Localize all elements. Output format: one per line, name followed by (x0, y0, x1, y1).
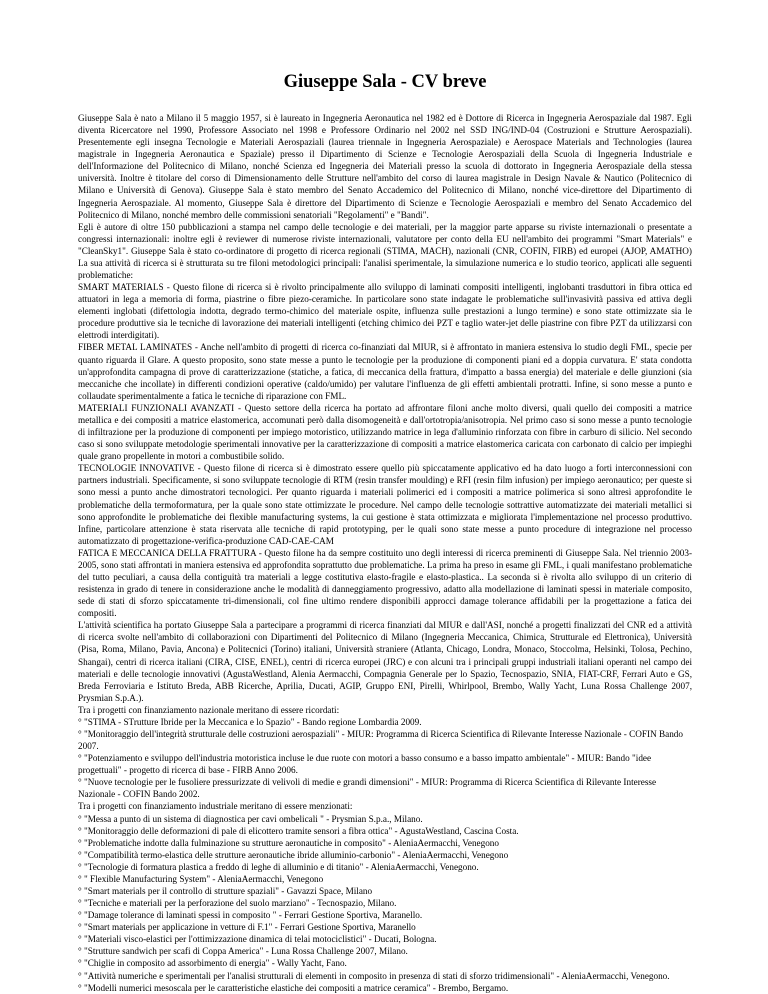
paragraph-smart-materials: SMART MATERIALS - Questo filone di ricerca si è rivolto principalmente allo sviluppo di laminati compositi intelligenti, inglobanti trasduttori in fibra ottica ed attuatori in lega a memoria di forma, piastrine o fibre piezo-ceramiche. In particolare sono state indagate le problematiche sull'invasività passiva ed attiva degli elementi inglobati (difettologia indotta, degrado termo-chimico del materiale ospite, influenza sulle prestazioni a lungo termine) e sono state ottimizzate sia le procedure produttive sia le tecniche di lavorazione dei materiali intelligenti (etching chimico dei PZT e taglio water-jet delle piastrine con fibre PZT da utilizzarsi con elettrodi interdigitati). (78, 282, 692, 341)
list-item: ° "Smart materials per il controllo di strutture spaziali" - Gavazzi Space, Milano (78, 886, 373, 896)
paragraph-fatica-frattura: FATICA E MECCANICA DELLA FRATTURA - Questo filone ha da sempre costituito uno degli interessi di ricerca preminenti di Giuseppe Sala. Nel triennio 2003-2005, sono stati affrontati in maniera estensiva ed approfondita soprattutto due problematiche. La prima ha preso in esame gli FML, i quali manifestano problematiche del tutto peculiari, a causa della contiguità tra materiali a legge costitutiva elasto-fragile e elasto-plastica.. La seconda si è rivolta allo sviluppo di un criterio di resistenza in grado di tenere in considerazione anche le modalità di danneggiamento progressivo, adatto alla modellazione di laminati spessi in materiale composito, sede di stati di sforzo spiccatamente tri-dimensionali, col fine ultimo rendere disponibili approcci damage tolerance affidabili per la progettazione a fatica dei compositi. (78, 547, 692, 619)
list-item: ° "Problematiche indotte dalla fulminazione su strutture aeronautiche in composito" - AleniaAermacchi, Venegono (78, 837, 499, 848)
list-item: ° "Monitoraggio dell'integrità strutturale delle costruzioni aerospaziali" - MIUR: Programma di Ricerca Scientifica di Rilevante Interesse Nazionale - COFIN Bando 2007. (78, 728, 683, 752)
paragraph-tecnologie-innovative: TECNOLOGIE INNOVATIVE - Questo filone di ricerca si è dimostrato essere quello più spiccatamente applicativo ed ha dato luogo a forti interconnessioni con partners industriali. Specificamente, si sono sviluppate tecnologie di RTM (resin transfer moulding) e RFI (resin film infusion) per impiego aeronautico; per queste si sono messi a punto anche dimostratori tecnologici. Per quanto riguarda i materiali polimerici ed i compositi a matrice polimerica si sono altresì approfondite le problematiche della termoformatura, per la quale sono state ottimizzate le procedure. Nel campo delle tecnologie sottrattive automatizzate dei materiali metallici si sono approfondite le problematiche dei flexible manufacturing systems, la cui gestione è stata ottimizzata e migliorata l'implementazione nel processo produttivo. Infine, particolare attenzione è stata riservata alle tecniche di rapid prototyping, per le quali sono state messe a punto procedure di integrazione nel processo automatizzato di progettazione-verifica-produzione CAD-CAE-CAM (78, 463, 692, 546)
list-item: ° "Compatibilità termo-elastica delle strutture aeronautiche ibride alluminio-carbonio" - AleniaAermacchi, Venegono (78, 849, 509, 860)
industrial-projects-list (78, 813, 692, 994)
list-item: ° "Materiali visco-elastici per l'ottimizzazione dinamica di telai motociclistici" - Ducati, Bologna. (78, 934, 437, 945)
national-projects-heading: Tra i progetti con finanziamento nazionale meritano di essere ricordati: (78, 704, 340, 715)
paragraph-materiali-funzionali: MATERIALI FUNZIONALI AVANZATI - Questo settore della ricerca ha portato ad affrontare filoni anche molto diversi, quali quello dei compositi a matrice metallica e dei compositi a matrice elastomerica, accomunati però dalla disomogeneità e dall'ortotropia/anisotropia. Nel primo caso si sono messe a punto tecnologie di infiltrazione per la produzione di componenti per impiego motoristico, utilizzando matrice in lega d'alluminio rinforzata con fibre in carburo di silicio. Nel secondo caso si sono sviluppate metodologie sperimentali innovative per la caratterizzazione di compositi a matrice elastomerica caricata con carbonato di calcio per impieghi quale grano propellente in motori a combustibile solido. (78, 402, 692, 462)
cv-body (78, 112, 692, 994)
list-item: ° "Tecniche e materiali per la perforazione del suolo marziano" - Tecnospazio, Milano. (78, 898, 397, 909)
paragraph-publications: Egli è autore di oltre 150 pubblicazioni a stampa nel campo delle tecnologie e dei materiali, per la maggior parte apparse su riviste internazionali o presentate a congressi internazionali: inoltre egli è reviewer di numerose riviste internazionali, valutatore per conto della EU nell'ambito dei programmi "Smart Materials" e "CleanSky1". Giuseppe Sala è stato co-ordinatore di progetto di ricerca regionali (STIMA, MACH), nazionali (CNR, COFIN, FIRB) ed europei (AJOP, AMATHO) La sua attività di ricerca si è strutturata su tre filoni metodologici principali: l'analisi sperimentale, la simulazione numerica e lo studio teorico, applicati alle seguenti problematiche: (78, 221, 692, 281)
industrial-projects-heading: Tra i progetti con finanziamento industriale meritano di essere menzionati: (78, 801, 353, 812)
list-item: ° "Modelli numerici mesoscala per le caratteristiche elastiche dei compositi a matrice ceramica" - Brembo, Bergamo. (78, 982, 509, 993)
national-projects-list (78, 716, 692, 801)
list-item: ° "STIMA - STrutture Ibride per la Meccanica e lo Spazio" - Bando regione Lombardia 2009. (78, 716, 422, 727)
paragraph-bio: Giuseppe Sala è nato a Milano il 5 maggio 1957, si è laureato in Ingegneria Aeronautica nel 1982 ed è Dottore di Ricerca in Ingegneria Aerospaziale dal 1987. Egli diventa Ricercatore nel 1990, Professore Associato nel 1998 e Professore Ordinario nel 2002 nel SSD ING/IND-04 (Costruzioni e Strutture Aerospaziali). Presentemente egli insegna Tecnologie e Materiali Aerospaziali (laurea triennale in Ingegneria Aerospaziale) e Aerospace Materials and Technologies (laurea magistrale in Ingegneria Aeronautica e Spaziale) presso il Dipartimento di Scienze e Tecnologie Aerospaziali della Scuola di Ingegneria Industriale e dell'Informazione del Politecnico di Milano, nonché Scienza ed Ingegneria dei Materiali presso la scuola di dottorato in Ingegneria Aerospaziale della stessa università. Inoltre è titolare del corso di Dimensionamento delle Strutture nell'ambito del corso di laurea magistrale in Design Navale & Nautico (Politecnico di Milano e Università di Genova). Giuseppe Sala è stato membro del Senato Accademico del Politecnico di Milano, nonché vice-direttore del Dipartimento di Ingegneria Aerospaziale. Al momento, Giuseppe Sala è direttore del Dipartimento di Scienze e Tecnologie Aerospaziali e membro del Senato Accademico del Politecnico di Milano, nonché membro delle commissioni senatoriali "Regolamenti" e "Bandi". (78, 113, 692, 220)
page-title: Giuseppe Sala - CV breve (283, 72, 487, 92)
list-item: ° " Flexible Manufacturing System" - AleniaAermacchi, Venegono (78, 873, 324, 884)
list-item: ° "Smart materials per applicazione in vetture di F.1" - Ferrari Gestione Sportiva, Maranello (78, 922, 416, 933)
list-item: ° "Attività numeriche e sperimentali per l'analisi strutturali di elementi in composito in presenza di stati di sforzo tridimensionali" - AleniaAermacchi, Venegono. (78, 970, 670, 981)
list-item: ° "Tecnologie di formatura plastica a freddo di leghe di alluminio e di titanio" - AleniaAermacchi, Venegono. (78, 861, 479, 872)
list-item: ° "Strutture sandwich per scafi di Coppa America" - Luna Rossa Challenge 2007, Milano. (78, 946, 408, 957)
paragraph-fiber-metal-laminates: FIBER METAL LAMINATES - Anche nell'ambito di progetti di ricerca co-finanziati dal MIUR, si è affrontato in maniera estensiva lo studio degli FML, specie per quanto riguarda il Glare. A questo proposito, sono state messe a punto le tecnologie per la produzione di componenti piani ed a doppia curvatura. E' stata condotta un'approfondita campagna di prove di caratterizzazione (statiche, a fatica, di meccanica della frattura, d'impatto a bassa energia) del materiale e delle giunzioni (sia meccaniche che incollate) in differenti condizioni operative (caldo/umido) per valutare l'influenza de gli effetti ambientali protratti. Infine, si sono messe a punto e collaudate sperimentalmente a fatica le tecniche di riparazione con FML. (78, 342, 692, 401)
list-item: ° "Damage tolerance di laminati spessi in composito " - Ferrari Gestione Sportiva, Maranello. (78, 910, 423, 921)
list-item: ° "Chiglie in composito ad assorbimento di energia" - Wally Yacht, Fano. (78, 958, 347, 969)
paragraph-collaborations: L'attività scientifica ha portato Giuseppe Sala a partecipare a programmi di ricerca finanziati dal MIUR e dall'ASI, nonché a progetti finalizzati del CNR ed a attività di ricerca svolte nell'ambito di collaborazioni con Dipartimenti del Politecnico di Milano (Ingegneria Meccanica, Chimica, Strutturale ed Elettronica), Università (Pisa, Roma, Milano, Pavia, Ancona) e Politecnici (Torino) italiani, Università straniere (Atlanta, Chicago, Londra, Monaco, Stoccolma, Helsinki, Tolosa, Pechino, Shangai), centri di ricerca italiani (CIRA, CISE, ENEL), centri di ricerca europei (JRC) e con alcuni tra i principali gruppi industriali italiani operanti nel campo dei materiali e delle tecnologie innovativi (AgustaWestland, Alenia Aermacchi, Compagnia Generale per lo Spazio, Tecnospazio, SNIA, FIAT-CRF, Ferrari Auto e GS, Breda Ferroviaria e Istituto Breda, ABB Ricerche, Aprilia, Ducati, AGIP, Gruppo ENI, Pirelli, Whirlpool, Brembo, Wally Yacht, Luna Rossa Challenge 2007, Prysmian S.p.A.). (78, 620, 692, 703)
list-item: ° "Monitoraggio delle deformazioni di pale di elicottero tramite sensori a fibra ottica" - AgustaWestland, Cascina Costa. (78, 825, 519, 836)
document-page (78, 72, 692, 994)
list-item: ° "Nuove tecnologie per le fusoliere pressurizzate di velivoli di medie e grandi dimensioni" - MIUR: Programma di Ricerca Scientifica di Rilevante Interesse Nazionale - COFIN Bando 2002. (78, 777, 657, 800)
list-item: ° "Potenziamento e sviluppo dell'industria motoristica incluse le due ruote con motori a basso consumo e a basso impatto ambientale" - MIUR: Bando "idee progettuali" - progetto di ricerca di base - FIRB Anno 2006. (78, 753, 652, 776)
list-item: ° "Messa a punto di un sistema di diagnostica per cavi ombelicali " - Prysmian S.p.a., Milano. (78, 813, 423, 824)
